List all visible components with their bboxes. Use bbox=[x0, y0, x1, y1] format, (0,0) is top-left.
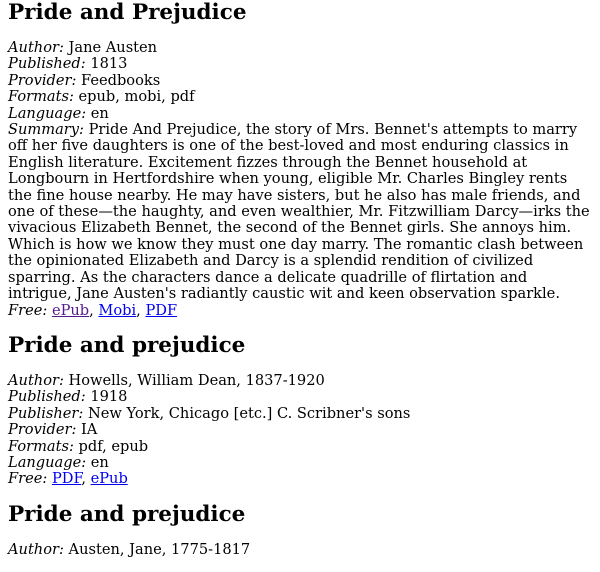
published-value: 1813 bbox=[90, 55, 128, 73]
summary-line bbox=[8, 122, 592, 302]
author-line bbox=[8, 542, 592, 558]
language-value: en bbox=[90, 453, 109, 471]
published-line bbox=[8, 389, 592, 405]
formats-value: pdf, epub bbox=[78, 437, 149, 455]
free-downloads-line bbox=[8, 471, 592, 487]
language-label: Language: bbox=[8, 104, 87, 122]
author-value: Austen, Jane, 1775-1817 bbox=[68, 540, 251, 558]
epub-link[interactable]: ePub bbox=[90, 470, 128, 488]
link-separator: , bbox=[81, 470, 91, 488]
author-line bbox=[8, 373, 592, 389]
formats-label: Formats: bbox=[8, 88, 74, 106]
book-title: Pride and Prejudice bbox=[8, 0, 247, 25]
mobi-link[interactable]: Mobi bbox=[98, 301, 137, 319]
author-label: Author: bbox=[8, 39, 64, 56]
book-entry bbox=[8, 502, 592, 558]
provider-value: Feedbooks bbox=[81, 71, 161, 89]
published-label: Published: bbox=[8, 55, 86, 73]
provider-label: Provider: bbox=[8, 71, 77, 89]
free-label: Free: bbox=[8, 301, 48, 319]
formats-line bbox=[8, 439, 592, 455]
link-separator: , bbox=[136, 301, 146, 319]
published-label: Published: bbox=[8, 388, 86, 406]
publisher-label: Publisher: bbox=[8, 404, 84, 422]
author-label: Author: bbox=[8, 540, 64, 558]
book-title: Pride and prejudice bbox=[8, 501, 246, 527]
published-line bbox=[8, 56, 592, 72]
link-separator: , bbox=[89, 301, 99, 319]
free-label: Free: bbox=[8, 470, 48, 488]
language-line bbox=[8, 106, 592, 122]
published-value: 1918 bbox=[90, 388, 128, 406]
formats-line bbox=[8, 89, 592, 105]
language-line bbox=[8, 455, 592, 471]
provider-line bbox=[8, 422, 592, 438]
author-value: Jane Austen bbox=[68, 39, 158, 56]
author-label: Author: bbox=[8, 371, 64, 389]
formats-value: epub, mobi, pdf bbox=[78, 88, 195, 106]
author-line bbox=[8, 40, 592, 56]
book-metadata bbox=[8, 373, 592, 488]
publisher-value: New York, Chicago [etc.] C. Scribner's sons bbox=[87, 404, 411, 422]
provider-value: IA bbox=[81, 421, 98, 439]
language-label: Language: bbox=[8, 453, 87, 471]
book-metadata bbox=[8, 40, 592, 319]
book-entry bbox=[8, 333, 592, 488]
book-title: Pride and prejudice bbox=[8, 332, 246, 358]
book-metadata bbox=[8, 542, 592, 558]
summary-value: Pride And Prejudice, the story of Mrs. Bennet's attempts to marry off her five daughters is one of the best-loved and most enduring classics in English literature. Excitement fizzes through the Bennet household at Longbourn in Hertfordshire when young, eligible Mr. Charles Bingley rents the fine house nearby. He may have sisters, but he also has male friends, and one of these—the haughty, and even wealthier, Mr. Fitzwilliam Darcy—irks the vivacious Elizabeth Bennet, the second of the Bennet girls. She annoys him. Which is how we know they must one day marry. The romantic clash between the opinionated Elizabeth and Darcy is a splendid rendition of civilized sparring. As the characters dance a delicate quadrille of flirtation and intrigue, Jane Austen's radiantly caustic wit and keen observation sparkle. bbox=[8, 121, 590, 303]
pdf-link[interactable]: PDF bbox=[51, 470, 82, 488]
author-value: Howells, William Dean, 1837-1920 bbox=[68, 371, 325, 389]
publisher-line bbox=[8, 406, 592, 422]
free-downloads-line bbox=[8, 303, 592, 319]
book-entry bbox=[8, 0, 592, 319]
formats-label: Formats: bbox=[8, 437, 74, 455]
language-value: en bbox=[90, 104, 109, 122]
summary-label: Summary: bbox=[8, 121, 84, 139]
pdf-link[interactable]: PDF bbox=[145, 301, 178, 319]
provider-line bbox=[8, 73, 592, 89]
epub-link[interactable]: ePub bbox=[51, 301, 90, 319]
provider-label: Provider: bbox=[8, 421, 77, 439]
